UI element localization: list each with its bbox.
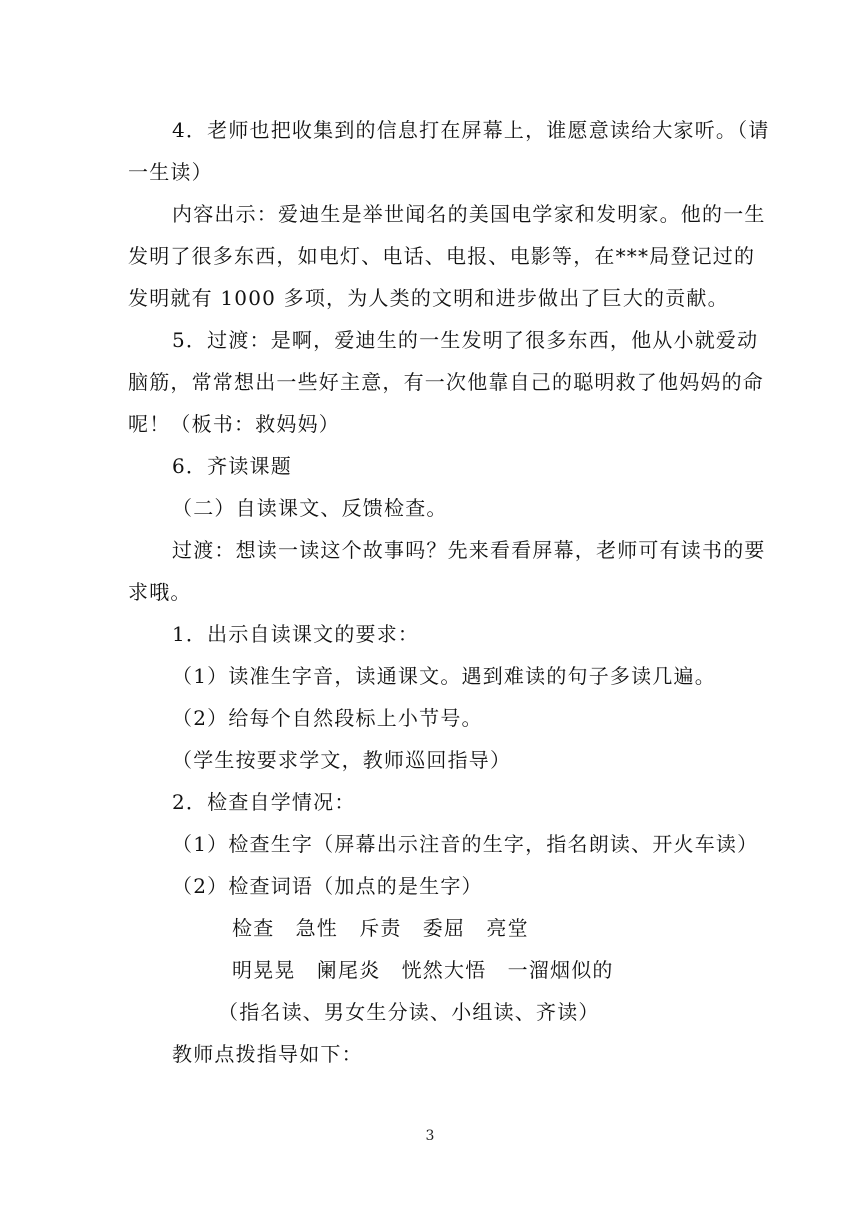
paragraph-line: 求哦。 — [128, 580, 192, 604]
paragraph-line: 脑筋，常常想出一些好主意，有一次他靠自己的聪明救了他妈妈的命 — [128, 370, 764, 394]
paragraph-line: 过渡：想读一读这个故事吗？先来看看屏幕，老师可有读书的要 — [172, 538, 766, 562]
paragraph-line: （二）自读课文、反馈检查。 — [172, 496, 448, 520]
paragraph-line: （学生按要求学文，教师巡回指导） — [172, 748, 512, 772]
word-list-line: 明晃晃 阑尾炎 恍然大悟 一溜烟似的 — [232, 958, 614, 982]
paragraph-line: 呢！（板书：救妈妈） — [128, 412, 340, 436]
paragraph-line: 发明了很多东西，如电灯、电话、电报、电影等，在***局登记过的 — [128, 244, 756, 268]
paragraph-line: （1）读准生字音，读通课文。遇到难读的句子多读几遍。 — [172, 664, 716, 688]
paragraph-line: 2．检查自学情况： — [172, 790, 356, 814]
paragraph-line: 发明就有 1000 多项，为人类的文明和进步做出了巨大的贡献。 — [128, 286, 729, 310]
paragraph-line: 内容出示：爱迪生是举世闻名的美国电学家和发明家。他的一生 — [172, 202, 766, 226]
paragraph-line: 4．老师也把收集到的信息打在屏幕上，谁愿意读给大家听。（请 — [172, 118, 770, 142]
paragraph-line: 一生读） — [128, 160, 213, 184]
paragraph-line: 1．出示自读课文的要求： — [172, 622, 420, 646]
page-number: 3 — [425, 1128, 435, 1144]
paragraph-line: 5．过渡：是啊，爱迪生的一生发明了很多东西，他从小就爱动 — [172, 328, 759, 352]
word-list-line: 检查 急性 斥责 委屈 亮堂 — [232, 916, 529, 940]
paragraph-line: （指名读、男女生分读、小组读、齐读） — [218, 1000, 600, 1024]
paragraph-line: 教师点拨指导如下： — [172, 1042, 363, 1066]
paragraph-line: 6．齐读课题 — [172, 454, 292, 478]
paragraph-line: （1）检查生字（屏幕出示注音的生字，指名朗读、开火车读） — [172, 832, 759, 856]
paragraph-line: （2）给每个自然段标上小节号。 — [172, 706, 483, 730]
paragraph-line: （2）检查词语（加点的是生字） — [172, 874, 483, 898]
